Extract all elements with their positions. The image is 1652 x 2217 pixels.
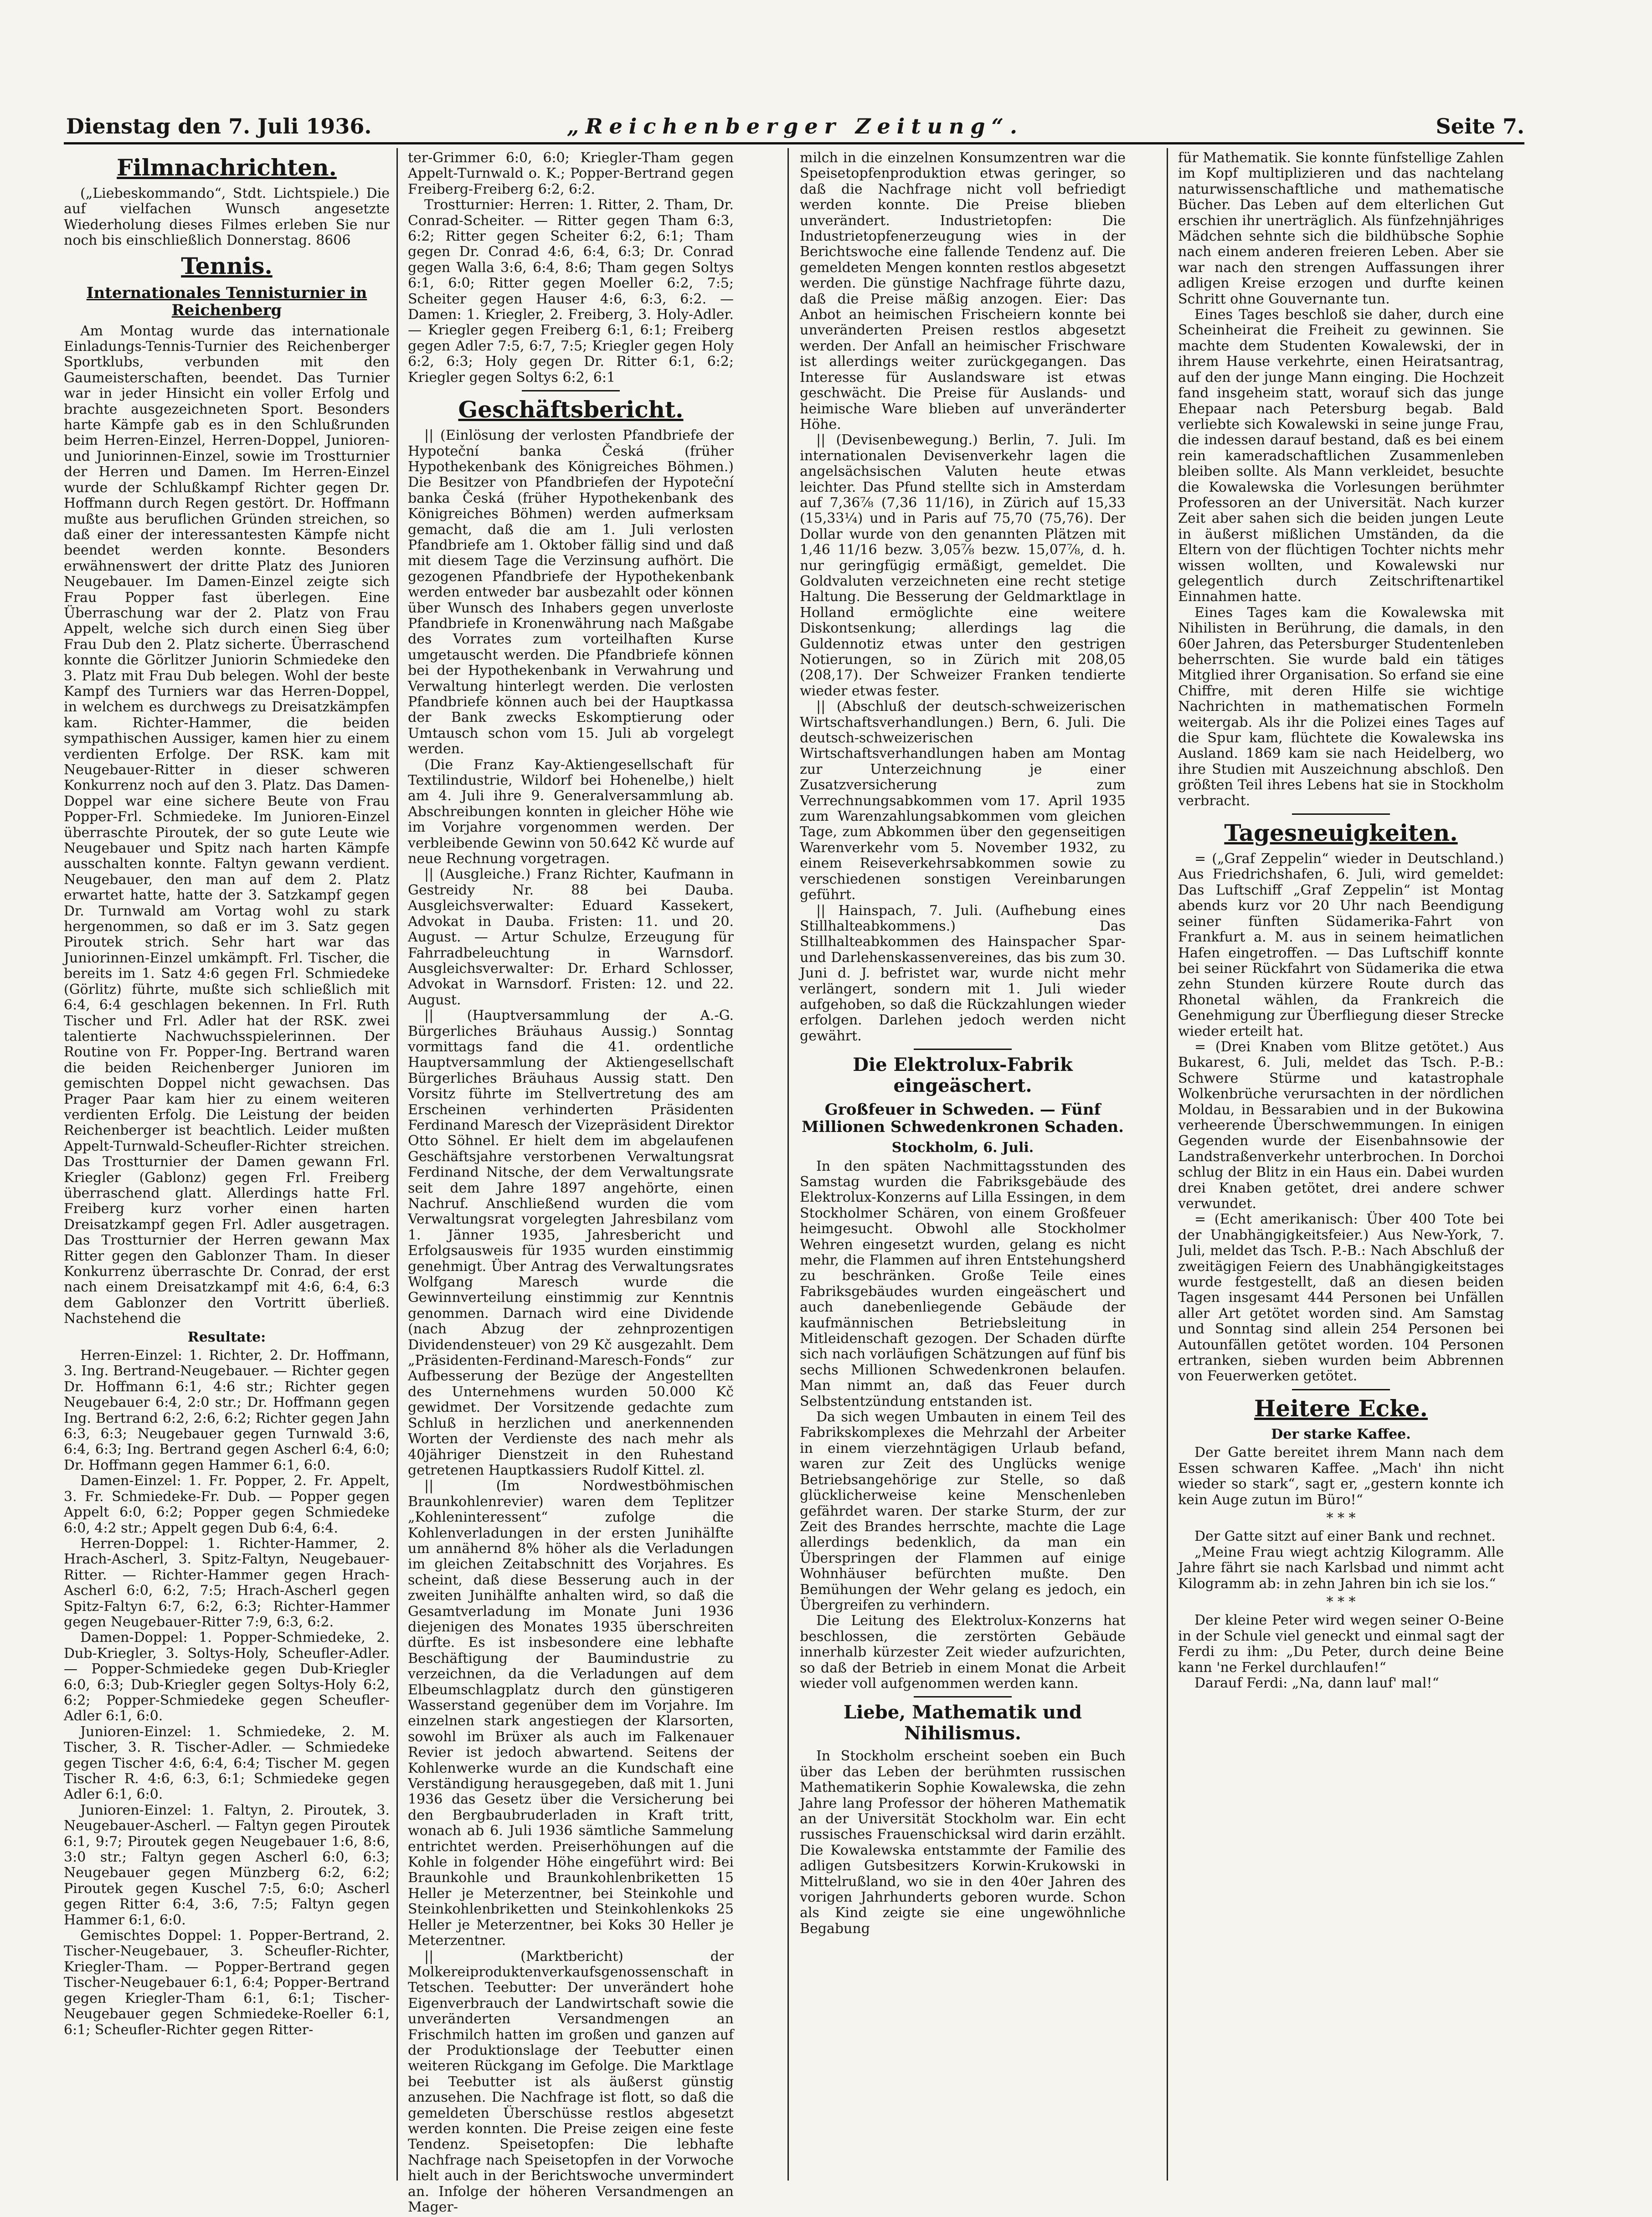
business-item: || (Marktbericht) der Molkereiproduktenverkaufsgenossenschaft in Tetschen. Teebutter: Der unverändert hohe Eigenverbrauch der Landwirtschaft sowie die unveränderten Versandmengen an Frischmilch hatten im großen und ganzen auf der Produktionslage der Teebutter einen weiteren Rückgang im Gefolge. Die Marktlage bei Teebutter ist als äußerst günstig anzusehen. Die Nachfrage ist flott, so daß die gemeldeten Überschüsse restlos abgesetzt werden konnten. Die Preise zeigen eine feste Tendenz. Speisetopfen: Die lebhafte Nachfrage nach Speisetopfen in der Vorwoche hielt auch in der Berichtswoche unvermindert an. Infolge der höheren Versandmengen an Mager- bbox=[408, 1948, 734, 2215]
news-item: = (Drei Knaben vom Blitze getötet.) Aus Bukarest, 6. Juli, meldet das Tsch. P.-B.: Schwere Stürme und katastrophale Wolkenbrüche verursachten in der nördlichen Moldau, in Bessarabien und in der Bukowina verheerende Überschwemmungen. In einigen Gegenden wurde der Eisenbahnsowie der Landstraßenverkehr unterbrochen. In Dorchoi schlug der Blitz in ein Haus ein. Dabei wurden drei Knaben getötet, drei andere schwer verwundet. bbox=[1178, 1039, 1504, 1212]
header-paper-title: „Reichenberger Zeitung“. bbox=[566, 114, 1024, 139]
column-rule bbox=[396, 148, 398, 2181]
trostturnier-results: Trostturnier: Herren: 1. Ritter, 2. Tham, Dr. Conrad-Scheiter. — Ritter gegen Tham 6:3, 6:2; Ritter gegen Scheiter 6:2, 6:1; Tham gegen Dr. Conrad 4:6, 6:4, 6:3; Dr. Conrad gegen Walla 3:6, 6:4, 8:6; Tham gegen Soltys 6:1, 6:0; Ritter gegen Moeller 6:2, 7:5; Scheiter gegen Hauser 4:6, 6:3, 6:2. — Damen: 1. Kriegler, 2. Freiberg, 3. Holy-Adler. — Kriegler gegen Freiberg 6:1, 6:1; Freiberg gegen Adler 7:5, 6:7, 7:5; Kriegler gegen Holy 6:2, 6:3; Holy gegen Dr. Ritter 6:1, 6:2; Kriegler gegen Soltys 6:2, 6:1 bbox=[408, 197, 734, 386]
film-news-text: („Liebeskommando“, Stdt. Lichtspiele.) Die auf vielfachen Wunsch angesetzte Wiederholung dieses Filmes erleben Sie nur noch bis einschließlich Donnerstag. 8606 bbox=[64, 185, 390, 249]
elektrolux-paragraph: Da sich wegen Umbauten in einem Teil des Fabrikskomplexes die Mehrzahl der Arbeiter in einem vierzehntägigen Urlaub befand, waren zur Zeit des Unglücks wenige Betriebsangehörige zur Stelle, so daß glücklicherweise keine Menschenleben gefährdet waren. Der starke Sturm, der zur Zeit des Brandes herrschte, machte die Lage allerdings bedenklich, da man ein Überspringen der Flammen auf einige Wohnhäuser befürchten mußte. Den Bemühungen der Wehr gelang es jedoch, ein Übergreifen zu verhindern. bbox=[800, 1409, 1126, 1613]
liebe-paragraph: Eines Tages beschloß sie daher, durch eine Scheinheirat die Freiheit zu gewinnen. Sie machte dem Studenten Kowalewski, der in ihrem Hause verkehrte, einen Heiratsantrag, auf den der junge Mann einging. Die Hochzeit fand insgeheim statt, worauf sich das junge Ehepaar nach Petersburg begab. Bald verliebte sich Kowalewski in seine junge Frau, die indessen darauf bestand, daß es bei einem rein kameradschaftlichen Zusammenleben bleiben sollte. Als Mann verkleidet, besuchte die Kowalewska die Vorlesungen berühmter Professoren an der Universität. Nach kurzer Zeit aber sahen sich die beiden jungen Leute in äußerst mißlichen Umständen, da die Eltern von der flüchtigen Tochter nichts mehr wissen wollten, und Kowalewski nur gelegentlich durch Zeitschriftenartikel Einnahmen hatte. bbox=[1178, 307, 1504, 605]
column-rule bbox=[787, 148, 789, 2181]
results-continued: ter-Grimmer 6:0, 6:0; Kriegler-Tham gegen Appelt-Turnwald o. K.; Popper-Bertrand gegen Freiberg-Freiberg 6:2, 6:2. bbox=[408, 150, 734, 197]
trade-agreement-item: || (Abschluß der deutsch-schweizerischen Wirtschaftsverhandlungen.) Bern, 6. Juli. Die deutsch-schweizerischen Wirtschaftsverhandlungen haben am Montag zur Unterzeichnung je einer Zusatzversicherung zum Verrechnungsabkommen vom 17. April 1935 zum Warenzahlungsabkommen vom gleichen Tage, zum Abkommen über den gegenseitigen Warenverkehr vom 5. November 1932, zu einem Reiseverkehrsabkommen sowie zu verschiedenen sonstigen Vereinbarungen geführt. bbox=[800, 699, 1126, 903]
hainspach-item: || Hainspach, 7. Juli. (Aufhebung eines Stillhalteabkommens.) Das Stillhalteabkommen des Hainspacher Spar- und Darlehenskassenvereines, das bis zum 30. Juni d. J. befristet war, wurde nicht mehr verlängert, sondern mit 1. Juli wieder aufgehoben, so daß die Rückzahlungen wieder erfolgen. Darlehen jedoch werden nicht gewährt. bbox=[800, 902, 1126, 1044]
liebe-paragraph: Eines Tages kam die Kowalewska mit Nihilisten in Berührung, die damals, in den 60er Jahren, das Petersburger Studentenleben beherrschten. Sie wurde bald ein tätiges Mitglied ihrer Organisation. So erfand sie eine Chiffre, mit deren Hilfe sie wichtige Nachrichten in mathematischen Formeln weitergab. Als ihr die Polizei eines Tages auf die Spur kam, flüchtete die Kowalewska ins Ausland. 1869 kam sie nach Heidelberg, wo ihre Studien mit Auszeichnung abschloß. Den größten Teil ihres Lebens hat sie in Stockholm verbracht. bbox=[1178, 604, 1504, 809]
results-heading: Resultate: bbox=[187, 1329, 266, 1345]
currency-report: || (Devisenbewegung.) Berlin, 7. Juli. Im internationalen Devisenverkehr lagen die angelsächsischen Valuten heute etwas leichter. Das Pfund stellte sich in Amsterdam auf 7,36⅞ (7,36 11/16), in Zürich auf 15,33 (15,33¼) und in Paris auf 75,70 (75,76). Der Dollar wurde von den genannten Plätzen mit 1,46 11/16 bezw. 3,05⅞ bezw. 15,07⅞, d. h. nur geringfügig ermäßigt, gemeldet. Die Goldvaluten verzeichneten eine recht stetige Haltung. Die Besserung der Geldmarktlage in Holland ermöglichte eine weitere Diskontsenkung; allerdings lag die Guldennotiz etwas unter den gestrigen Notierungen, so in Zürich mit 208,05 (208,17). Der Schweizer Franken tendierte wieder etwas fester. bbox=[800, 432, 1126, 699]
header-page-number: Seite 7. bbox=[1436, 114, 1524, 139]
result-paragraph: Herren-Einzel: 1. Richter, 2. Dr. Hoffmann, 3. Ing. Bertrand-Neugebauer. — Richter gegen Dr. Hoffmann 6:1, 4:6 str.; Richter gegen Neugebauer 6:4, 2:0 str.; Dr. Hoffmann gegen Ing. Bertrand 6:2, 2:6, 6:2; Richter gegen Jahn 6:3, 6:3; Neugebauer gegen Turnwald 3:6, 6:4, 6:3; Ing. Bertrand gegen Ascherl 6:4, 6:0; Dr. Hoffmann gegen Hammer 6:1, 6:0. bbox=[64, 1348, 390, 1473]
column-1 bbox=[64, 150, 390, 2178]
market-report-continued: milch in die einzelnen Konsumzentren war die Speisetopfenproduktion etwas geringer, so daß die Nachfrage nicht voll befriedigt werden konnte. Die Preise blieben unverändert. Industrietopfen: Die Industrietopfenerzeugung wies in der Berichtswoche eine fallende Tendenz auf. Die gemeldeten Mengen konnten restlos abgesetzt werden. Die günstige Nachfrage führte dazu, daß die Preise mäßig anzogen. Eier: Das Anbot an heimischen Frischeiern konnte bei unveränderten Preisen restlos abgesetzt werden. Der Anfall an heimischer Frischware ist allerdings weiter zurückgegangen. Das Interesse für Auslandsware ist etwas geschwächt. Die Preise für Auslands- und heimische Ware blieben auf unveränderter Höhe. bbox=[800, 150, 1126, 432]
liebe-headline: Liebe, Mathematik und Nihilismus. bbox=[844, 1702, 1082, 1744]
column-2 bbox=[408, 150, 734, 2215]
tennis-subheading: Internationales Tennisturnier in Reichenberg bbox=[86, 283, 367, 319]
section-divider bbox=[1292, 813, 1390, 815]
joke-text: Darauf Ferdi: „Na, dann lauf' mal!“ bbox=[1194, 1675, 1439, 1691]
header-date: Dienstag den 7. Juli 1936. bbox=[66, 114, 372, 139]
elektrolux-paragraph: In den späten Nachmittagsstunden des Samstag wurden die Fabriksgebäude des Elektrolux-Konzerns auf Lilla Essingen, in dem Stockholmer Schären, von einem Großfeuer heimgesucht. Obwohl alle Stockholmer Wehren eingesetzt wurden, gelang es nicht mehr, die Flammen auf ihren Entstehungsherd zu beschränken. Große Teile eines Fabriksgebäudes wurden eingeäschert und auch danebenliegende Gebäude der kaufmännischen Betriebsleitung in Mitleidenschaft gezogen. Der Schaden dürfte sich nach vorläufigen Schätzungen auf fünf bis sechs Millionen Schwedenkronen belaufen. Man nimmt an, daß das Feuer durch Selbstentzündung entstanden ist. bbox=[800, 1158, 1126, 1409]
separator-stars: * * * bbox=[1326, 1594, 1356, 1610]
elektrolux-dateline: Stockholm, 6. Juli. bbox=[891, 1140, 1034, 1156]
separator-stars: * * * bbox=[1326, 1510, 1356, 1526]
result-paragraph: Damen-Doppel: 1. Popper-Schmiedeke, 2. Dub-Kriegler, 3. Soltys-Holy, Scheufler-Adler. — Popper-Schmiedeke gegen Dub-Kriegler 6:0, 6:3; Dub-Kriegler gegen Soltys-Holy 6:2, 6:2; Popper-Schmiedeke gegen Scheufler-Adler 6:1, 6:0. bbox=[64, 1630, 390, 1724]
humor-subheading: Der starke Kaffee. bbox=[1271, 1426, 1411, 1442]
news-item: = („Graf Zeppelin“ wieder in Deutschland.) Aus Friedrichshafen, 6. Juli, wird gemeldet: Das Luftschiff „Graf Zeppelin“ ist Montag abends kurz vor 20 Uhr nach Beendigung seiner fünften Südamerika-Fahrt von Frankfurt a. M. aus in seinem heimatlichen Hafen eingetroffen. — Das Luftschiff konnte bei seiner Rückfahrt von Südamerika die etwa zehn Stunden kürzere Route durch das Rhonetal wählen, da Frankreich die Genehmigung zur Überfliegung dieser Strecke wieder erteilt hat. bbox=[1178, 851, 1504, 1039]
business-item: (Die Franz Kay-Aktiengesellschaft für Textilindustrie, Wildorf bei Hohenelbe,) hielt am 4. Juli ihre 9. Generalversammlung ab. Abschreibungen konnten in gleicher Höhe wie im Vorjahre vorgenommen werden. Der verbleibende Gewinn von 50.642 Kč wurde auf neue Rechnung vorgetragen. bbox=[408, 756, 734, 867]
result-paragraph: Herren-Doppel: 1. Richter-Hammer, 2. Hrach-Ascherl, 3. Spitz-Faltyn, Neugebauer-Ritter. — Richter-Hammer gegen Hrach-Ascherl 6:0, 6:2, 7:5; Hrach-Ascherl gegen Spitz-Faltyn 6:7, 6:2, 6:3; Richter-Hammer gegen Neugebauer-Ritter 7:9, 6:3, 6:2. bbox=[64, 1535, 390, 1630]
column-3 bbox=[800, 150, 1126, 2178]
column-rule bbox=[1167, 148, 1168, 2181]
result-paragraph: Gemischtes Doppel: 1. Popper-Bertrand, 2. Tischer-Neugebauer, 3. Scheufler-Richter, Kriegler-Tham. — Popper-Bertrand gegen Tischer-Neugebauer 6:1, 6:4; Popper-Bertrand gegen Kriegler-Tham 6:1, 6:1; Tischer-Neugebauer gegen Schmiedeke-Roeller 6:1, 6:1; Scheufler-Richter gegen Ritter- bbox=[64, 1928, 390, 2038]
liebe-paragraph: In Stockholm erscheint soeben ein Buch über das Leben der berühmten russischen Mathematikerin Sophie Kowalewska, die zehn Jahre lang Professor der höheren Mathematik an der Universität Stockholm war. Ein echt russisches Frauenschicksal wird darin erzählt. Die Kowalewska entstammte der Familie des adligen Gutsbesitzers Korwin-Krukowski in Mittelrußland, wo sie in den 40er Jahren des vorigen Jahrhunderts geboren wurde. Schon als Kind zeigte sie eine ungewöhnliche Begabung bbox=[800, 1748, 1126, 1937]
news-item: = (Echt amerikanisch: Über 400 Tote bei der Unabhängigkeitsfeier.) Aus New-York, 7. Juli, meldet das Tsch. P.-B.: Nach Abschluß der zweitägigen Feiern des Unabhängigkeitstages wurde festgestellt, daß an diesen beiden Tagen insgesamt 444 Personen bei Unfällen aller Art getötet worden sind. Am Samstag und Sonntag sind allein 254 Personen bei Autounfällen getötet worden. 104 Personen ertranken, sieben wurden beim Abbrennen von Feuerwerken getötet. bbox=[1178, 1211, 1504, 1384]
section-divider bbox=[914, 1696, 1012, 1697]
header-rule bbox=[64, 142, 1524, 144]
section-divider bbox=[522, 390, 620, 391]
running-head bbox=[66, 114, 1524, 155]
film-news-heading: Filmnachrichten. bbox=[117, 154, 337, 181]
result-paragraph: Damen-Einzel: 1. Fr. Popper, 2. Fr. Appelt, 3. Fr. Schmiedeke-Fr. Dub. — Popper gegen Appelt 6:0, 6:2; Popper gegen Schmiedeke 6:0, 4:2 str.; Appelt gegen Dub 6:4, 6:4. bbox=[64, 1473, 390, 1536]
business-item: || (Im Nordwestböhmischen Braunkohlenrevier) waren dem Teplitzer „Kohleninteressent“ zufolge die Kohlenverladungen in der ersten Junihälfte um annähernd 8% höher als die Verladungen im gleichen Zeitabschnitt des Vorjahres. Es scheint, daß diese Besserung auch in der zweiten Junihälfte anhalten wird, so daß die Gesamtverladung im Monate Juni 1936 diejenigen des Monates 1935 überschreiten dürfte. Es ist insbesondere eine lebhafte Beschäftigung der Baumindustrie zu verzeichnen, da die Verladungen auf dem Elbeumschlagplatz durch den günstigeren Wasserstand gegenüber dem im Vorjahre. Im einzelnen stark angestiegen der Klarsorten, sowohl im Brüxer als auch im Falkenauer Revier ist jedoch abwartend. Seitens der Kohlenwerke wurde an die Kundschaft eine Verständigung herausgegeben, daß mit 1. Juni 1936 das Gesetz über die Versicherung bei den Bergbaubruderladen in Kraft tritt, wonach ab 6. Juli 1936 sämtliche Sammelung entrichtet werden. Preiserhöhungen auf die Kohle in folgender Höhe eingeführt wird: Bei Braunkohle und Braunkohlenbriketten 15 Heller je Meterzentner, bei Steinkohle und Steinkohlenbriketten und Steinkohlenkoks 25 Heller je Meterzentner, bei Koks 30 Heller je Meterzentner. bbox=[408, 1478, 734, 1949]
elektrolux-paragraph: Die Leitung des Elektrolux-Konzerns hat beschlossen, die zerstörten Gebäude innerhalb kürzester Zeit wieder aufzurichten, so daß der Betrieb in einem Monat die Arbeit wieder voll aufgenommen werden kann. bbox=[800, 1613, 1126, 1692]
result-paragraph: Junioren-Einzel: 1. Faltyn, 2. Piroutek, 3. Neugebauer-Ascherl. — Faltyn gegen Piroutek 6:1, 9:7; Piroutek gegen Neugebauer 1:6, 8:6, 3:0 str.; Faltyn gegen Ascherl 6:0, 6:3; Neugebauer gegen Münzberg 6:2, 6:2; Piroutek gegen Kuschel 7:5, 6:0; Ascherl gegen Ritter 6:4, 3:6, 7:5; Faltyn gegen Hammer 6:1, 6:0. bbox=[64, 1802, 390, 1928]
section-divider bbox=[914, 1049, 1012, 1050]
daily-news-heading: Tagesneuigkeiten. bbox=[1224, 819, 1458, 847]
joke-text: Der Gatte sitzt auf einer Bank und rechnet. bbox=[1194, 1528, 1496, 1545]
result-paragraph: Junioren-Einzel: 1. Schmiedeke, 2. M. Tischer, 3. R. Tischer-Adler. — Schmiedeke gegen Tischer 4:6, 6:4, 6:4; Tischer M. gegen Tischer R. 4:6, 6:3, 6:1; Schmiedeke gegen Adler 6:1, 6:0. bbox=[64, 1723, 390, 1803]
joke-text: Der Gatte bereitet ihrem Mann nach dem Essen schwaren Kaffee. „Mach' ihn nicht wieder so stark“, sagt er, „gestern konnte ich kein Auge zutun im Büro!“ bbox=[1178, 1445, 1504, 1508]
elektrolux-headline: Die Elektrolux-Fabrik eingeäschert. bbox=[853, 1054, 1073, 1097]
joke-text: Der kleine Peter wird wegen seiner O-Beine in der Schule viel geneckt und einmal sagt der Ferdi zu ihm: „Du Peter, durch deine Beine kann 'ne Ferkel durchlaufen!“ bbox=[1178, 1612, 1504, 1676]
tennis-report: Am Montag wurde das internationale Einladungs-Tennis-Turnier des Reichenberger Sportklubs, verbunden mit den Gaumeisterschaften, beendet. Das Turnier war in jeder Hinsicht ein voller Erfolg und brachte ausgezeichneten Sport. Besonders harte Kämpfe gab es in den Schlußrunden beim Herren-Einzel, Herren-Doppel, Junioren- und Juniorinnen-Einzel, sowie im Trostturnier der Herren und Damen. Im Herren-Einzel wurde der Schlußkampf Richter gegen Dr. Hoffmann durch Regen gestört. Dr. Hoffmann mußte aus beruflichen Gründen streichen, so daß einer der interessantesten Kämpfe nicht beendet werden konnte. Besonders erwähnenswert der dritte Platz des Junioren Neugebauer. Im Damen-Einzel zeigte sich Frau Popper fast überlegen. Eine Überraschung war der 2. Platz von Frau Appelt, welche sich durch einen Sieg über Frau Dub den 2. Platz sicherte. Überraschend konnte die Görlitzer Juniorin Schmiedeke den 3. Platz mit Frau Dub belegen. Wohl der beste Kampf des Turniers war das Herren-Doppel, in welchem es durchwegs zu Dreisatzkämpfen kam. Richter-Hammer, die beiden sympathischen Aussiger, kamen hier zu einem verdienten Erfolge. Der RSK. kam mit Neugebauer-Ritter in dieser schweren Konkurrenz noch auf den 3. Platz. Das Damen-Doppel war eine sichere Beute von Frau Popper-Frl. Schmiedeke. Im Junioren-Einzel überraschte Piroutek, der so gute Leute wie Neugebauer und Spitz nach harten Kämpfe ausschalten konnte. Faltyn gewann verdient. Neugebauer, den man auf dem 2. Platz erwartet hatte, hatte der 3. Satzkampf gegen Dr. Turnwald am Vortag wohl zu stark hergenommen, so daß er im 3. Satz gegen Piroutek strich. Sehr hart war das Juniorinnen-Einzel umkämpft. Frl. Tischer, die bereits im 1. Satz 4:6 gegen Frl. Schmiedeke (Görlitz) führte, mußte sich schließlich mit 6:4, 6:4 geschlagen bekennen. In Frl. Ruth Tischer und Frl. Adler hat der RSK. zwei talentierte Nachwuchsspielerinnen. Der Routine von Fr. Popper-Ing. Bertrand waren die beiden Reichenberger Junioren im gemischten Doppel nicht gewachsen. Das Prager Paar kam hier zu einem weiteren verdienten Erfolg. Die Leistung der beiden Reichenberger ist beachtlich. Leider mußten Appelt-Turnwald-Scheufler-Richter streichen. Das Trostturnier der Damen gewann Frl. Kriegler (Gablonz) gegen Frl. Freiberg überraschend glatt. Allerdings hatte Frl. Freiberg kurz vorher einen harten Dreisatzkampf gegen Frl. Adler ausgetragen. Das Trostturnier der Herren gewann Max Ritter gegen den Gablonzer Tham. In dieser Konkurrenz überraschte Dr. Conrad, der erst nach einem Dreisatzkampf mit 4:6, 6:4, 6:3 dem Gablonzer den Vortritt überließ. Nachstehend die bbox=[64, 323, 390, 1327]
elektrolux-subheadline: Großfeuer in Schweden. — Fünf Millionen Schwedenkronen Schaden. bbox=[802, 1101, 1124, 1137]
business-item: || (Einlösung der verlosten Pfandbriefe der Hypoteční banka Česká (früher Hypothekenbank des Königreiches Böhmen.) Die Besitzer von Pfandbriefen der Hypoteční banka Česká (früher Hypothekenbank des Königreiches Böhmen) werden aufmerksam gemacht, daß die am 1. Juli verlosten Pfandbriefe am 1. Oktober fällig sind und daß mit diesem Tage die Verzinsung aufhört. Die gezogenen Pfandbriefe der Hypothekenbank werden entweder bar ausbezahlt oder können über Wunsch des Inhabers gegen unverloste Pfandbriefe in Kronenwährung nach Maßgabe des Vorrates zum vorteilhaften Kurse umgetauscht werden. Die Pfandbriefe können bei der Hypothekenbank in Verwahrung und Verwaltung hinterlegt werden. Die verlosten Pfandbriefe können auch bei der Hauptkassa der Bank zwecks Eskomptierung oder Umtausch schon vom 15. Juli ab vorgelegt werden. bbox=[408, 427, 734, 757]
section-divider bbox=[1292, 1389, 1390, 1390]
business-item: || (Ausgleiche.) Franz Richter, Kaufmann in Gestreidy Nr. 88 bei Dauba. Ausgleichsverwalter: Eduard Kassekert, Advokat in Dauba. Fristen: 11. und 20. August. — Artur Schulze, Erzeugung für Fahrradbeleuchtung in Warnsdorf. Ausgleichsverwalter: Dr. Erhard Schlosser, Advokat in Warnsdorf. Fristen: 12. und 22. August. bbox=[408, 866, 734, 1008]
column-4 bbox=[1178, 150, 1504, 2178]
tennis-heading: Tennis. bbox=[181, 252, 273, 279]
liebe-continued: für Mathematik. Sie konnte fünfstellige Zahlen im Kopf multiplizieren und das nachtelang naturwissenschaftliche und mathematische Bücher. Das Leben auf dem elterlichen Gut erschien ihr unerträglich. Als fünfzehnjähriges Mädchen sehnte sich die bildhübsche Sophie nach einem anderen freieren Leben. Aber sie war nach den strengen Auffassungen ihrer adligen Kreise erzogen und durfte keinen Schritt ohne Gouvernante tun. bbox=[1178, 150, 1504, 307]
humor-heading: Heitere Ecke. bbox=[1254, 1394, 1428, 1422]
business-item: || (Hauptversammlung der A.-G. Bürgerliches Bräuhaus Aussig.) Sonntag vormittags fand die 41. ordentliche Hauptversammlung der Aktiengesellschaft Bürgerliches Bräuhaus Aussig statt. Den Vorsitz führte im Stellvertretung des am Erscheinen verhinderten Präsidenten Ferdinand Maresch der Vizepräsident Direktor Otto Söhnel. Er hielt dem im abgelaufenen Geschäftsjahre verstorbenen Verwaltungsrat Ferdinand Nitsche, der dem Verwaltungsrate seit dem Jahre 1897 angehörte, einen Nachruf. Anschließend wurden die vom Verwaltungsrat vorgelegten Jahresbilanz vom 1. Jänner 1935, Jahresbericht und Erfolgsausweis für 1935 wurden einstimmig genehmigt. Über Antrag des Verwaltungsrates Wolfgang Maresch wurde die Gewinnverteilung einstimmig zur Kenntnis genommen. Darnach wird eine Dividende (nach Abzug der zehnprozentigen Dividendensteuer) von 29 Kč ausgezahlt. Dem „Präsidenten-Ferdinand-Maresch-Fonds“ zur Aufbesserung der Bezüge der Angestellten des Unternehmens wurden 50.000 Kč gewidmet. Der Vorsitzende gedachte zum Schluß in herzlichen und anerkennenden Worten der Verdienste des nach mehr als 40jähriger Dienstzeit in den Ruhestand getretenen Hauptkassiers Rudolf Kittel. zl. bbox=[408, 1008, 734, 1478]
business-report-heading: Geschäftsbericht. bbox=[458, 396, 684, 423]
joke-text: „Meine Frau wiegt achtzig Kilogramm. Alle Jahre fährt sie nach Karlsbad und nimmt acht Kilogramm ab: in zehn Jahren bin ich sie los.“ bbox=[1178, 1544, 1504, 1592]
